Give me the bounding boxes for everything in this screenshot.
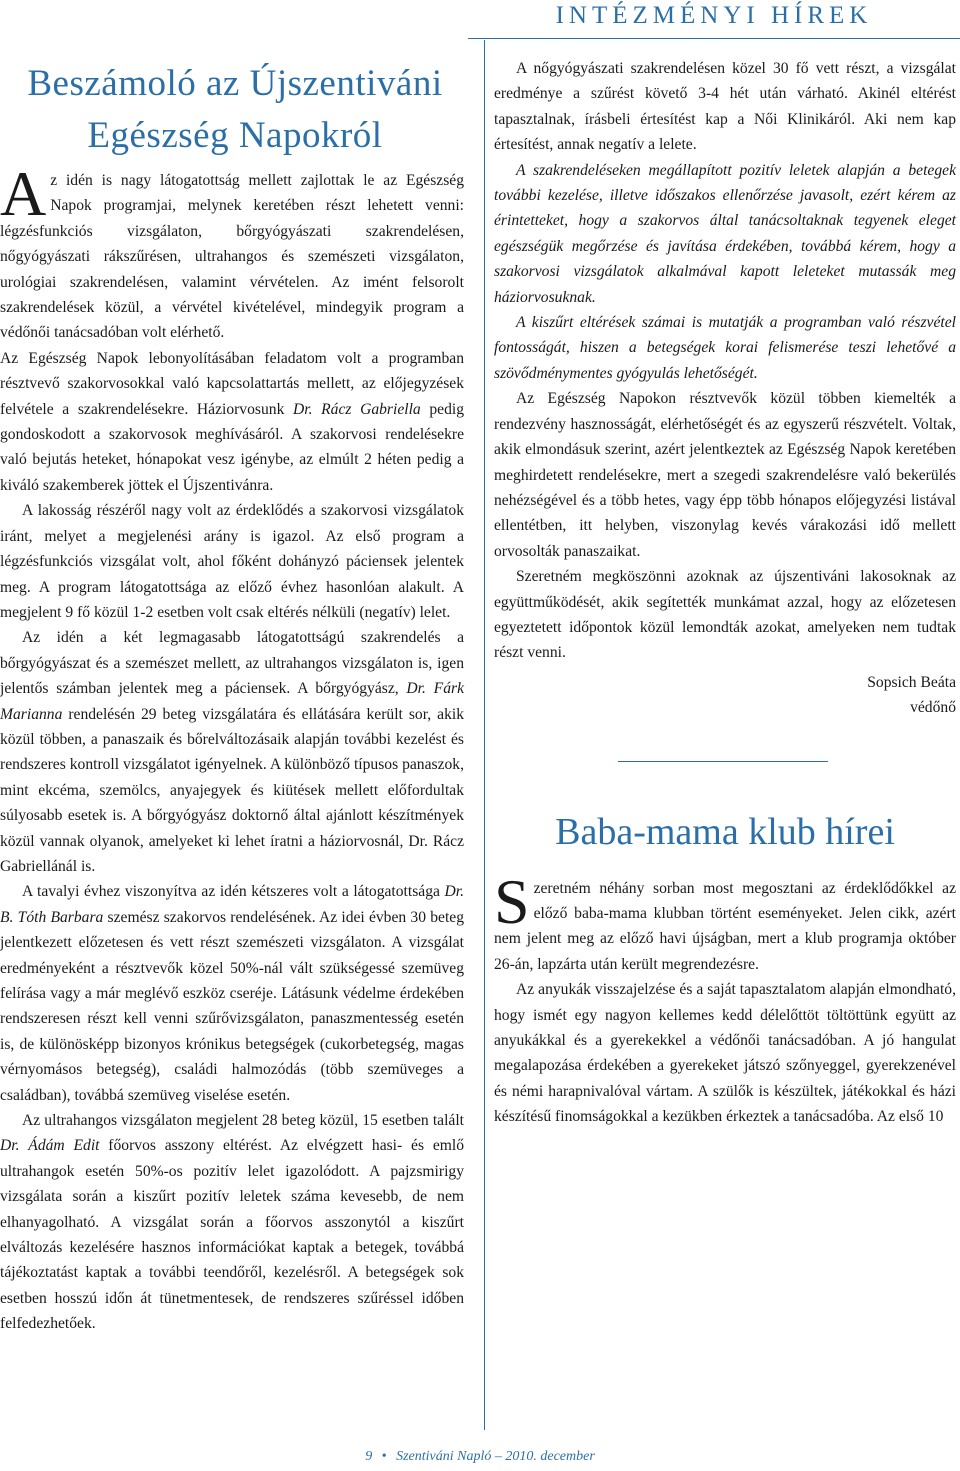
paragraph-2 bbox=[0, 346, 464, 498]
paragraph-5-text-b: szemész szakorvos rendelésének. Az idei évben 30 beteg jelentkezett előzetesen és vett részt szemészeti vizsgálaton. A vizsgálat eredményeként a résztvevők közel 50%-nál vált szükségessé szemüveg felírása vagy a már meglévő eszköz cseréje. Látásunk védelme érdekében rendszeresen részt kell venni szűrővizsgálaton, panaszmentesség esetén is, de különösképp bizonyos krónikus betegségek (cukorbetegség, magas vérnyomásos betegség), családi halmozódás (több szemüveges a családban), továbbá szemüveg viselése esetén. bbox=[0, 908, 465, 1104]
page-number: 9 bbox=[365, 1449, 373, 1464]
dropcap: S bbox=[494, 865, 530, 937]
paragraph-2-text-a: Az Egészség Napok lebonyolításában feladatom volt a programban résztvevő szakorvosokkal való kapcsolattartás mellett, az előjegyzések felvétele a szakrendelésekre. Háziorvosunk bbox=[0, 349, 464, 418]
section-header-label: INTÉZMÉNYI HÍREK bbox=[555, 2, 873, 29]
section-header bbox=[0, 0, 960, 32]
dropcap: A bbox=[0, 158, 47, 229]
doctor-name: Dr. B. Tóth Barbara bbox=[0, 883, 464, 926]
right-column bbox=[494, 56, 956, 1130]
article-title-line2: Egészség Napokról bbox=[87, 115, 383, 156]
paragraph-4-text-b: rendelésén 29 beteg vizsgálatára és ellátására került sor, akik közül többen, a panaszaik és bőrelváltozásaik alapján további kezelést és rendszeres kontroll vizsgálatot igényelnek. A különböző típusos panaszok, mint ekcéma, szemölcs, anyajegyek és kiütések mellett előfordultak súlyosabb esetek is. A bőrgyógyász doktornő által ajánlott készítmények közül vannak olyanok, amelyeket ki lehet íratni a háziorvosnál, Dr. Rácz Gabriellánál is. bbox=[0, 705, 464, 875]
signature-role: védőnő bbox=[910, 699, 956, 717]
bullet-icon: • bbox=[381, 1449, 387, 1464]
paragraph-9-italic: A kiszűrt eltérések számai is mutatják a programban való részvétel fontosságát, hiszen a betegségek korai felismerése teszi lehetővé a szövődménymentes gyógyulás lehetőségét. bbox=[494, 314, 956, 382]
article-separator bbox=[618, 761, 828, 762]
article-title-line1: Beszámoló az Újszentiváni bbox=[27, 63, 443, 104]
paragraph-3: A lakosság részéről nagy volt az érdeklődés a szakorvosi vizsgálatok iránt, melyet a megjelenési arány is igazol. Az első program a légzésfunkciós vizsgálat volt, ahol főként dohányzó páciensek jelentek meg. A program látogatottsága az előző évhez hasonlóan alakult. A megjelent 9 fő közül 1-2 esetben volt csak eltérés nélküli (negatív) lelet. bbox=[0, 502, 464, 621]
article-title bbox=[0, 58, 470, 162]
article2-paragraph-2: Az anyukák visszajelzése és a saját tapasztalatom alapján elmondható, hogy ismét egy nagyon kellemes kedd délelőttöt töltöttünk együtt az anyukákkal és a gyerekekkel a védőnői tanácsadóban. A jó hangulat megalapozása érdekében a gyerekeket játszó szőnyeggel, gyerekzenével és némi harapnivalóval vártam. A szülők is készültek, játékokkal és házi készítésű finomságokkal a kezükben érkeztek a tanácsadóba. Az első 10 bbox=[494, 981, 956, 1126]
paragraph-10: Az Egészség Napokon résztvevők közül többen kiemelték a rendezvény hasznosságát, elérhetőségét és az egyszerű részvételt. Voltak, akik elmondásuk szerint, azért jelentkeztek az Egészség Napok keretében meghirdetett rendelésekre, mert a szegedi szakrendelésre való bekerülés nehézségével és a több hetes, vagy épp több hónapos előjegyzési listával ellentétben, itt helyben, viszonylag kevés várakozási idő mellett orvosolták panaszaikat. bbox=[494, 390, 956, 560]
paragraph-4 bbox=[0, 625, 464, 879]
paragraph-6 bbox=[0, 1108, 464, 1337]
paragraph-1 bbox=[0, 158, 464, 346]
paragraph-1-text: z idén is nagy látogatottság mellett zajlottak le az Egészség Napok programjai, melynek keretében részt lehetett venni: légzésfunkciós vizsgálaton, bőrgyógyászati szakrendelésen, nőgyógyászati rákszűrésen, ultrahangos és szemészeti vizsgálaton, urológiai szakrendelésen, valamint vérvételen. Az imént felsorolt szakrendelések közül, a vérvétel kivételével, mindegyik program a védőnői tanácsadóban volt elérhető. bbox=[0, 172, 464, 342]
publication-name: Szentiváni Napló – 2010. december bbox=[396, 1449, 595, 1464]
doctor-name: Dr. Fárk Marianna bbox=[0, 680, 464, 723]
paragraph-7: A nőgyógyászati szakrendelésen közel 30 fő vett részt, a vizsgálat eredménye a szűrést követő 3-4 hét után várható. Akinél eltérést tapasztalnak, írásbeli értesítést kap a Női Klinikáról. Aki nem kap értesítést, annak negatív a lelete. bbox=[494, 60, 956, 154]
article2-paragraph-1 bbox=[494, 865, 956, 978]
paragraph-5-text-a: A tavalyi évhez viszonyítva az idén kétszeres volt a látogatottsága bbox=[22, 883, 445, 901]
article2-paragraph-1-text: zeretném néhány sorban most megosztani az érdeklődőkkel az előző baba-mama klubban történt eseményeket. Jelen cikk, azért nem jelent meg az előző havi újságban, mert a klub programja október 26-án, lapzárta után került megrendezésre. bbox=[494, 879, 956, 973]
doctor-name: Dr. Ádám Edit bbox=[0, 1137, 100, 1155]
paragraph-5 bbox=[0, 879, 464, 1108]
column-divider bbox=[484, 40, 485, 1430]
paragraph-2-text-b: pedig gondoskodott a szakorvosok meghívásáról. A szakorvosi rendelésekre való bejutás heteket, hónapokat vesz igénybe, az elmúlt 2 héten pedig a kiváló szakemberek jöttek el Újszentivánra. bbox=[0, 400, 464, 494]
paragraph-11: Szeretném megköszönni azoknak az újszentiváni lakosoknak az együttműködését, akik segítették munkámat azzal, hogy az előzetesen egyeztetett időpontok közül lemondták azokat, amelyeken nem tudtak részt venni. bbox=[494, 568, 956, 662]
paragraph-6-text-b: főorvos asszony eltérést. Az elvégzett hasi- és emlő ultrahangok esetén 50%-os pozitív lelet igazolódott. A pajzsmirigy vizsgálata során a kiszűrt pozitív leletek száma kevesebb, de nem elhanyagolható. A vizsgálat során a főorvos asszonytól a kiszűrt elváltozás kezelésére hasznos információkat kaptak a betegek, továbbá tájékoztatást kaptak a további teendőről, kezelésről. A betegségek sok esetben hosszú időn át tünetmentesek, de rendszeres szűréssel időben felfedezhetőek. bbox=[0, 1137, 464, 1333]
signature-name: Sopsich Beáta bbox=[867, 673, 956, 691]
article2-title: Baba-mama klub hírei bbox=[555, 810, 895, 853]
left-column bbox=[0, 158, 465, 1337]
page-footer bbox=[0, 1446, 960, 1468]
paragraph-8-italic: A szakrendeléseken megállapított pozitív leletek alapján a betegek további kezelése, illetve időszakos ellenőrzése javasolt, ezért kérem az érintetteket, hogy a szakorvos által tanácsoltaknak tegyenek eleget egészségük megőrzése és javítása érdekében, továbbá kérem, hogy a szakorvosi vizsgálatok alkalmával kapott leleteket mutassák meg háziorvosuknak. bbox=[494, 161, 956, 306]
doctor-name: Dr. Rácz Gabriella bbox=[293, 400, 421, 418]
paragraph-6-text-a: Az ultrahangos vizsgálaton megjelent 28 beteg közül, 15 esetben talált bbox=[22, 1112, 464, 1130]
paragraph-4-text-a: Az idén a két legmagasabb látogatottságú szakrendelés a bőrgyógyászat és a szemészet mellett, az ultrahangos vizsgálaton is, igen jelentős számban jelentek meg a páciensek. A bőrgyógyász, bbox=[0, 629, 464, 698]
